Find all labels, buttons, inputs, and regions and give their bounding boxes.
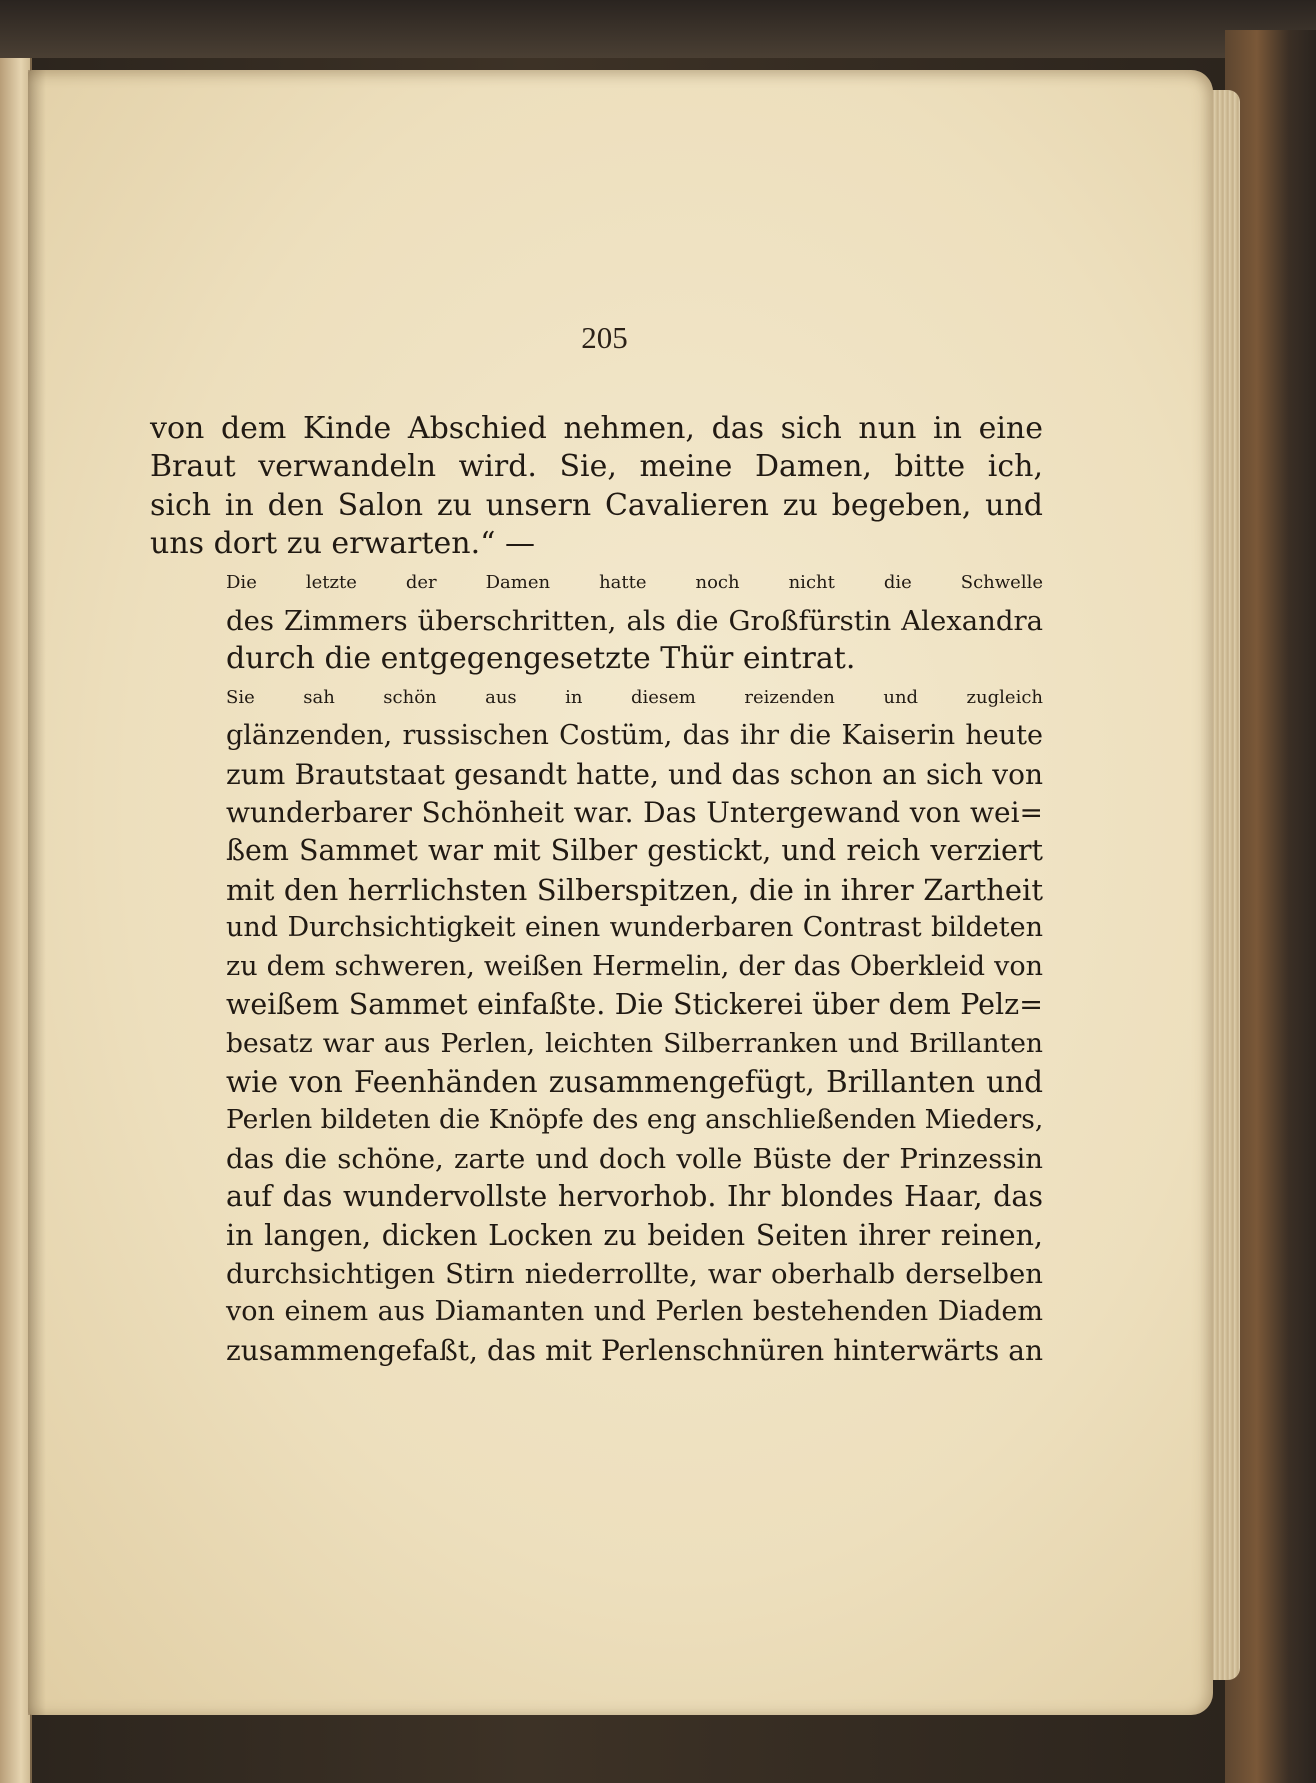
text-line: ßem Sammet war mit Silber gestickt, und reich verziert (226, 834, 1043, 868)
paragraph-1 (150, 410, 1043, 564)
book-top-edge (0, 0, 1316, 58)
page-gutter-shadow (28, 70, 46, 1715)
text-line: mit den herrlichsten Silberspitzen, die in ihrer Zartheit (226, 872, 1043, 907)
text-line: zu dem schweren, weißen Hermelin, der das Oberkleid von (226, 950, 1043, 982)
text-line: sich in den Salon zu unsern Cavalieren zu begeben, und (150, 487, 1043, 523)
text-line: Braut verwandeln wird. Sie, meine Damen, bitte ich, (150, 449, 1043, 485)
text-line: auf das wundervollste hervorhob. Ihr blondes Haar, das (226, 1180, 1043, 1214)
text-line: wunderbarer Schönheit war. Das Untergewand von wei= (226, 796, 1043, 830)
text-line: glänzenden, russischen Costüm, das ihr die Kaiserin heute (226, 720, 1043, 752)
text-line: zum Brautstaat gesandt hatte, und das schon an sich von (226, 757, 1043, 791)
paragraph-3 (150, 679, 1043, 1370)
text-line: durchsichtigen Stirn niederrollte, war oberhalb derselben (226, 1257, 1043, 1290)
text-line: des Zimmers überschritten, als die Großfürstin Alexandra (226, 605, 1043, 638)
text-line: besatz war aus Perlen, leichten Silberranken und Brillanten (226, 1027, 1043, 1059)
text-line: und Durchsichtigkeit einen wunderbaren Contrast bildeten (226, 912, 1043, 944)
text-line: durch die entgegengesetzte Thür eintrat. (226, 641, 856, 677)
body-text (150, 410, 1043, 1370)
text-line: weißem Sammet einfaßte. Die Stickerei über dem Pelz= (226, 988, 1043, 1022)
page-number: 205 (581, 320, 628, 355)
text-line: das die schöne, zarte und doch volle Büste der Prinzessin (226, 1142, 1043, 1175)
text-line: von einem aus Diamanten und Perlen bestehenden Diadem (226, 1296, 1043, 1328)
text-line: Perlen bildeten die Knöpfe des eng anschließenden Mieders, (226, 1104, 1044, 1136)
text-line: uns dort zu erwarten.“ — (150, 526, 535, 562)
text-line: Die letzte der Damen hatte noch nicht die Schwelle (226, 571, 1043, 593)
text-line: Sie sah schön aus in diesem reizenden und zugleich (226, 686, 1043, 708)
text-line: wie von Feenhänden zusammengefügt, Brillanten und (226, 1064, 1043, 1099)
text-line: in langen, dicken Locken zu beiden Seiten ihrer reinen, (226, 1218, 1043, 1252)
text-line: von dem Kinde Abschied nehmen, das sich nun in eine (150, 411, 1043, 446)
text-line: zusammengefaßt, das mit Perlenschnüren hinterwärts an (226, 1333, 1043, 1367)
paragraph-2 (150, 564, 1043, 679)
book-page (28, 70, 1213, 1715)
